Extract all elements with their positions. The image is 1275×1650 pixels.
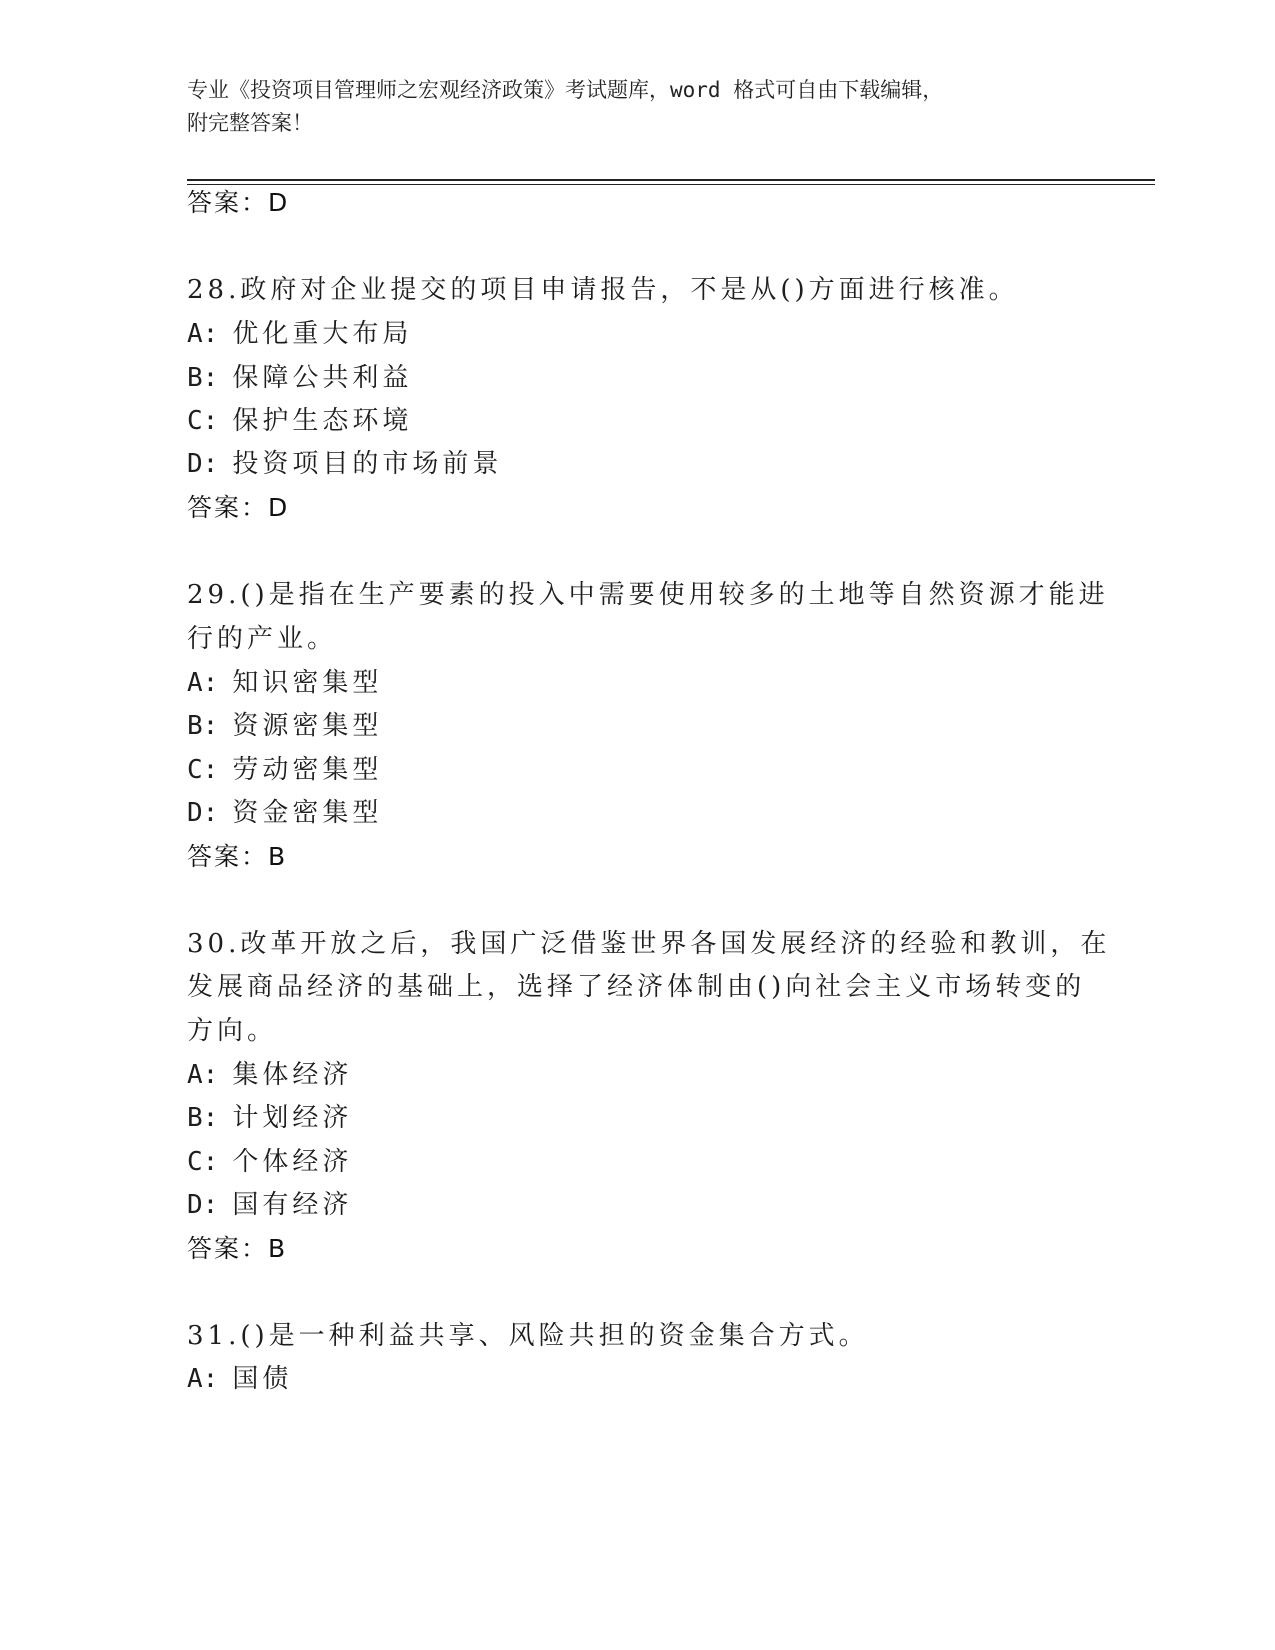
option-b: [187, 1101, 352, 1135]
answer-line: [187, 840, 285, 874]
option-text: 计划经济: [232, 1103, 353, 1133]
option-text: 集体经济: [232, 1060, 353, 1090]
option-text: 劳动密集型: [232, 755, 383, 785]
option-a: [187, 1362, 292, 1396]
answer-label: 答案：: [187, 188, 269, 217]
option-key: D:: [187, 1190, 219, 1220]
option-b: [187, 709, 382, 743]
option-key: A:: [187, 668, 219, 698]
option-key: A:: [187, 1060, 219, 1090]
option-a: [187, 1058, 352, 1092]
header-divider-thin: [187, 184, 1155, 185]
header-line-2: 附完整答案！: [187, 111, 313, 135]
option-b: [187, 361, 412, 395]
option-text: 保障公共利益: [232, 363, 413, 393]
option-text: 保护生态环境: [232, 406, 413, 436]
option-c: [187, 1145, 352, 1179]
answer-value: B: [268, 842, 286, 871]
option-key: D:: [187, 798, 219, 828]
answer-line: [187, 186, 287, 220]
option-key: A:: [187, 319, 219, 349]
option-c: [187, 404, 412, 438]
option-key: B:: [187, 711, 219, 741]
answer-line: [187, 1232, 285, 1266]
option-text: 知识密集型: [232, 668, 383, 698]
option-a: [187, 666, 382, 700]
question-text: 31.()是一种利益共享、风险共担的资金集合方式。: [187, 1321, 869, 1351]
question-text: 方向。: [187, 1016, 278, 1046]
document-header: [187, 74, 1067, 140]
answer-line: [187, 491, 287, 525]
option-d: [187, 796, 382, 830]
option-d: [187, 1188, 352, 1222]
option-text: 资金密集型: [232, 798, 383, 828]
option-d: [187, 447, 502, 481]
answer-value: D: [268, 493, 288, 522]
answer-value: B: [268, 1234, 286, 1263]
question-text: 30.改革开放之后，我国广泛借鉴世界各国发展经济的经验和教训，在: [187, 929, 1111, 959]
option-text: 投资项目的市场前景: [232, 449, 503, 479]
option-text: 资源密集型: [232, 711, 383, 741]
option-key: B:: [187, 363, 219, 393]
option-key: A:: [187, 1364, 219, 1394]
option-text: 个体经济: [232, 1147, 353, 1177]
answer-label: 答案：: [187, 493, 269, 522]
option-text: 优化重大布局: [232, 319, 413, 349]
option-a: [187, 317, 412, 351]
option-key: C:: [187, 1147, 219, 1177]
answer-label: 答案：: [187, 842, 269, 871]
header-divider-thick: [187, 179, 1155, 181]
option-key: B:: [187, 1103, 219, 1133]
question-text: 28.政府对企业提交的项目申请报告，不是从()方面进行核准。: [187, 275, 1019, 305]
option-key: D:: [187, 449, 219, 479]
option-text: 国有经济: [232, 1190, 353, 1220]
option-c: [187, 753, 382, 787]
option-key: C:: [187, 406, 219, 436]
question-text: 发展商品经济的基础上，选择了经济体制由()向社会主义市场转变的: [187, 972, 1086, 1002]
option-key: C:: [187, 755, 219, 785]
answer-label: 答案：: [187, 1234, 269, 1263]
option-text: 国债: [232, 1364, 293, 1394]
question-text: 29.()是指在生产要素的投入中需要使用较多的土地等自然资源才能进: [187, 580, 1109, 610]
answer-value: D: [268, 188, 288, 217]
header-line-1: 专业《投资项目管理师之宏观经济政策》考试题库，word 格式可自由下载编辑，: [187, 78, 944, 102]
question-text: 行的产业。: [187, 624, 338, 654]
